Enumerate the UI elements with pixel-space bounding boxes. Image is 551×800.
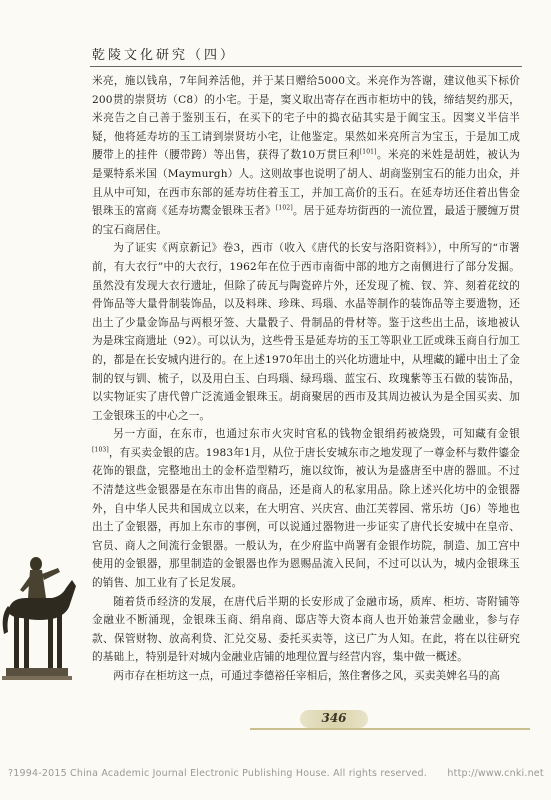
footnote-ref-101[interactable]: [101] xyxy=(359,148,377,156)
header-rule xyxy=(90,66,522,67)
paragraph-1-text-b: 。米亮的米姓是胡姓，被认为是粟特系米国（Maymurgh）人。这则故事也说明了胡人、胡商鉴别宝石的能力出众，并且从中可知，在西市东部的延寿坊住着玉工，并加工高价的玉石。在延寿坊还住着出售金银珠玉的富商《延寿坊鬻金银珠玉者》 xyxy=(92,149,520,218)
tang-horse-rider-figurine-icon xyxy=(0,546,78,716)
running-header: 乾陵文化研究（四） xyxy=(92,48,237,63)
copyright-text: ?1994-2015 China Academic Journal Electronic Publishing House. All rights reserved. xyxy=(8,768,427,779)
footnote-ref-102[interactable]: [102] xyxy=(275,204,293,212)
paragraph-1-text-a: 米亮，施以钱帛，7年间养活他，并于某日赠给5000文。米亮作为答谢，建议他买下标价200贯的崇贤坊（C8）的小宅。于是，窦义取出寄存在西市柜坊中的钱，缔结契约那天，米亮告之自己善于鉴别玉石，在买下的宅子中的捣衣砧其实是于阗宝玉。因窦义半信半疑，他将延寿坊的玉工请到崇贤坊小宅，让他鉴定。果然如米亮所言为宝玉，于是加工成腰带上的挂件（腰带跨）等出售，获得了数10万贯巨利 xyxy=(92,75,520,162)
cnki-link[interactable]: http://www.cnki.net xyxy=(447,768,544,779)
paragraph-2: 为了证实《两京新记》卷3，西市（收入《唐代的长安与洛阳资料》），中所写的“市署前，有大衣行”中的大衣行，1962年在位于西市南衙中部的地方之南侧进行了部分发掘。虽然没有发现大衣行遗址，但除了砖瓦与陶瓷碎片外，还发现了梳、钗、笄、刻着花纹的骨饰品等大量骨制装饰品，以及料珠、珍珠、玛瑙、水晶等制作的装饰品等主要遗物，还出土了少量金饰品与两根牙签、大量骰子、骨制品的骨材等。鉴于这些出土品，该地被认为是珠宝商遗址（92）。可以认为，这些骨玉是延寿坊的玉工等职业工匠或珠玉商自行加工的，都是在长安城内进行的。在上述1970年出土的兴化坊遗址中，从埋藏的罐中出土了金制的钗与钏、梳子，以及用白玉、白玛瑙、绿玛瑙、蓝宝石、玫瑰紫等玉石做的装饰品，以实物证实了唐代曾广泛流通金银珠玉。胡商聚居的西市及其周边被认为是全国买卖、加工金银珠玉的中心之一。 xyxy=(92,242,520,422)
paragraph-3-text-b: ，有买卖金银的店。1983年1月，从位于唐长安城东市之地发现了一尊金杯与数件鎏金花饰的银盘，完整地出土的金杯造型精巧，施以纹饰，被认为是盛唐至中唐的器皿。不过不清楚这些金银器是在东市出售的商品，还是商人的私家用品。除上述兴化坊中的金银器外，自中华人民共和国成立以来，在大明宫、兴庆宫、曲江芙蓉园、常乐坊（J6）等地也出土了金银器，再加上东市的事例，可以说通过器物进一步证实了唐代长安城中在皇帝、官员、商人之间流行金银器。一般认为，在少府监中尚署有金银作坊院，制造、加工宫中使用的金银器，那里制造的金银器也作为恩赐品流入民间，不过可以认为，城内金银珠玉的销售、加工业有了长足发展。 xyxy=(92,446,520,590)
copyright-footer xyxy=(8,768,548,779)
footer-rule xyxy=(250,728,530,730)
paragraph-1 xyxy=(92,72,520,239)
footnote-ref-103[interactable]: [103] xyxy=(92,446,109,454)
page-number: 346 xyxy=(321,711,347,725)
paragraph-4: 随着货币经济的发展，在唐代后半期的长安形成了金融市场，质库、柜坊、寄附铺等金融业不断涌现，金银珠玉商、绢帛商、邸店等大资本商人也开始兼营金融业，参与存款、保管财物、放高利贷、汇兑交易、委托买卖等，这已广为人知。在此，将在以往研究的基础上，特别是针对城内金融业店铺的地理位置与经营内容，集中做一概述。 xyxy=(92,595,520,664)
paragraph-5: 两市存在柜坊这一点，可通过李德裕任宰相后，煞住奢侈之风，买卖美婢名马的高 xyxy=(113,670,500,682)
paragraph-3 xyxy=(92,425,520,592)
page-number-badge xyxy=(300,710,368,728)
body-text xyxy=(92,72,520,686)
paragraph-1-text-c: 。居于延寿坊街西的一流位置，最适于腰缠万贯的宝石商居住。 xyxy=(92,205,520,236)
paragraph-3-text-a: 另一方面，在东市，也通过东市火灾时官私的钱物金银绢药被烧毁，可知藏有金银 xyxy=(113,428,520,441)
